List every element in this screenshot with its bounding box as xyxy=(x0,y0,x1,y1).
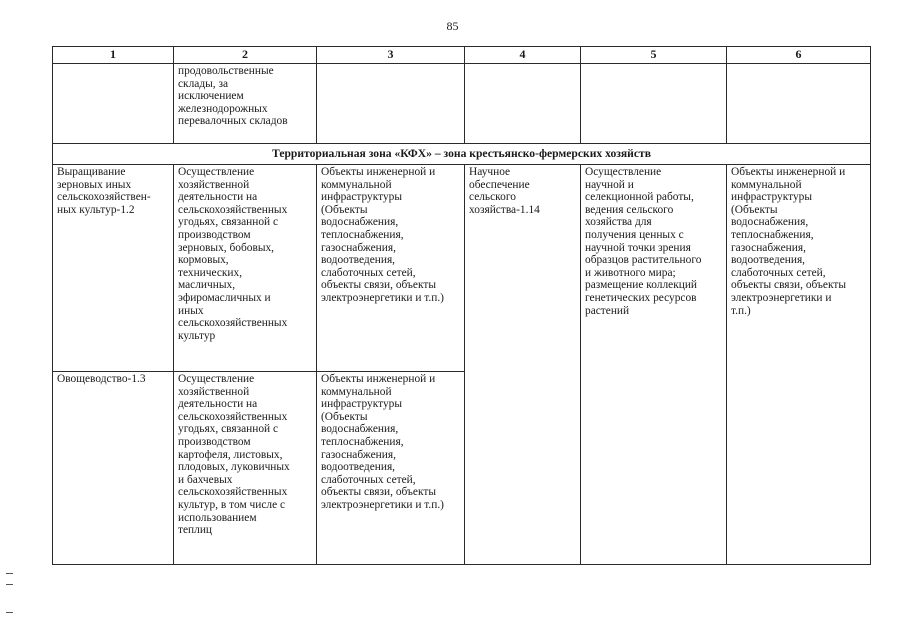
use-description-cell xyxy=(174,372,317,565)
header-cell-6: 6 xyxy=(727,47,871,64)
auxiliary-use-cell xyxy=(317,165,465,372)
zone-title-row xyxy=(53,144,871,165)
auxiliary-use-cell xyxy=(317,372,465,565)
table-row xyxy=(53,165,871,372)
header-row xyxy=(53,47,871,64)
page-number: 85 xyxy=(446,19,459,33)
continued-cell-1 xyxy=(53,64,174,144)
zone-title: Территориальная зона «КФХ» – зона крестьянско-фермерских хозяйств xyxy=(53,144,871,165)
header-cell-3: 3 xyxy=(317,47,465,64)
conditional-auxiliary-use-cell xyxy=(727,165,871,565)
use-description-cell xyxy=(174,165,317,372)
zoning-table xyxy=(52,46,871,565)
margin-mark xyxy=(6,573,13,585)
use-name-cell xyxy=(53,165,174,372)
use-name: Выращивание зерновых иных сельскохозяйствен- ных культур-1.2 xyxy=(57,166,151,216)
conditional-use-description: Осуществление научной и селекционной работы, ведения сельского хозяйства для получения ценных с научной точки зрения образцов растительного и животного мира; размещение коллекций генетических ресурсов растений xyxy=(585,166,702,317)
continued-cell-5 xyxy=(581,64,727,144)
margin-mark xyxy=(6,612,13,613)
conditional-use-description-cell xyxy=(581,165,727,565)
use-name-cell xyxy=(53,372,174,565)
use-description: Осуществление хозяйственной деятельности на сельскохозяйственных угодьях, связанной с производством картофеля, листовых, плодовых, луковичных и бахчевых сельскохозяйственных культур, в том числе с использованием теплиц xyxy=(178,373,290,537)
conditional-use-name: Научное обеспечение сельского хозяйства-1.14 xyxy=(469,166,540,216)
header-cell-1: 1 xyxy=(53,47,174,64)
continued-text: продовольственные склады, за исключением железнодорожных перевалочных складов xyxy=(178,65,288,128)
conditional-use-name-cell xyxy=(465,165,581,565)
auxiliary-use: Объекты инженерной и коммунальной инфраструктуры (Объекты водоснабжения, теплоснабжения, газоснабжения, водоотведения, слаботочных сетей, объекты связи, объекты электроэнергетики и т.п.) xyxy=(321,373,444,511)
use-description: Осуществление хозяйственной деятельности на сельскохозяйственных угодьях, связанной с производством зерновых, бобовых, кормовых, технических, масличных, эфиромасличных и иных сельскохозяйственных культур xyxy=(178,166,288,342)
header-cell-5: 5 xyxy=(581,47,727,64)
header-cell-4: 4 xyxy=(465,47,581,64)
auxiliary-use: Объекты инженерной и коммунальной инфраструктуры (Объекты водоснабжения, теплоснабжения, газоснабжения, водоотведения, слаботочных сетей, объекты связи, объекты электроэнергетики и т.п.) xyxy=(321,166,444,304)
continued-cell-4 xyxy=(465,64,581,144)
continued-cell-3 xyxy=(317,64,465,144)
continued-cell-2 xyxy=(174,64,317,144)
continued-cell-6 xyxy=(727,64,871,144)
continued-row xyxy=(53,64,871,144)
header-cell-2: 2 xyxy=(174,47,317,64)
use-name: Овощеводство-1.3 xyxy=(57,373,146,385)
conditional-auxiliary-use: Объекты инженерной и коммунальной инфраструктуры (Объекты водоснабжения, теплоснабжения, газоснабжения, водоотведения, слаботочных сетей, объекты связи, объекты электроэнергетики и т.п.) xyxy=(731,166,846,317)
